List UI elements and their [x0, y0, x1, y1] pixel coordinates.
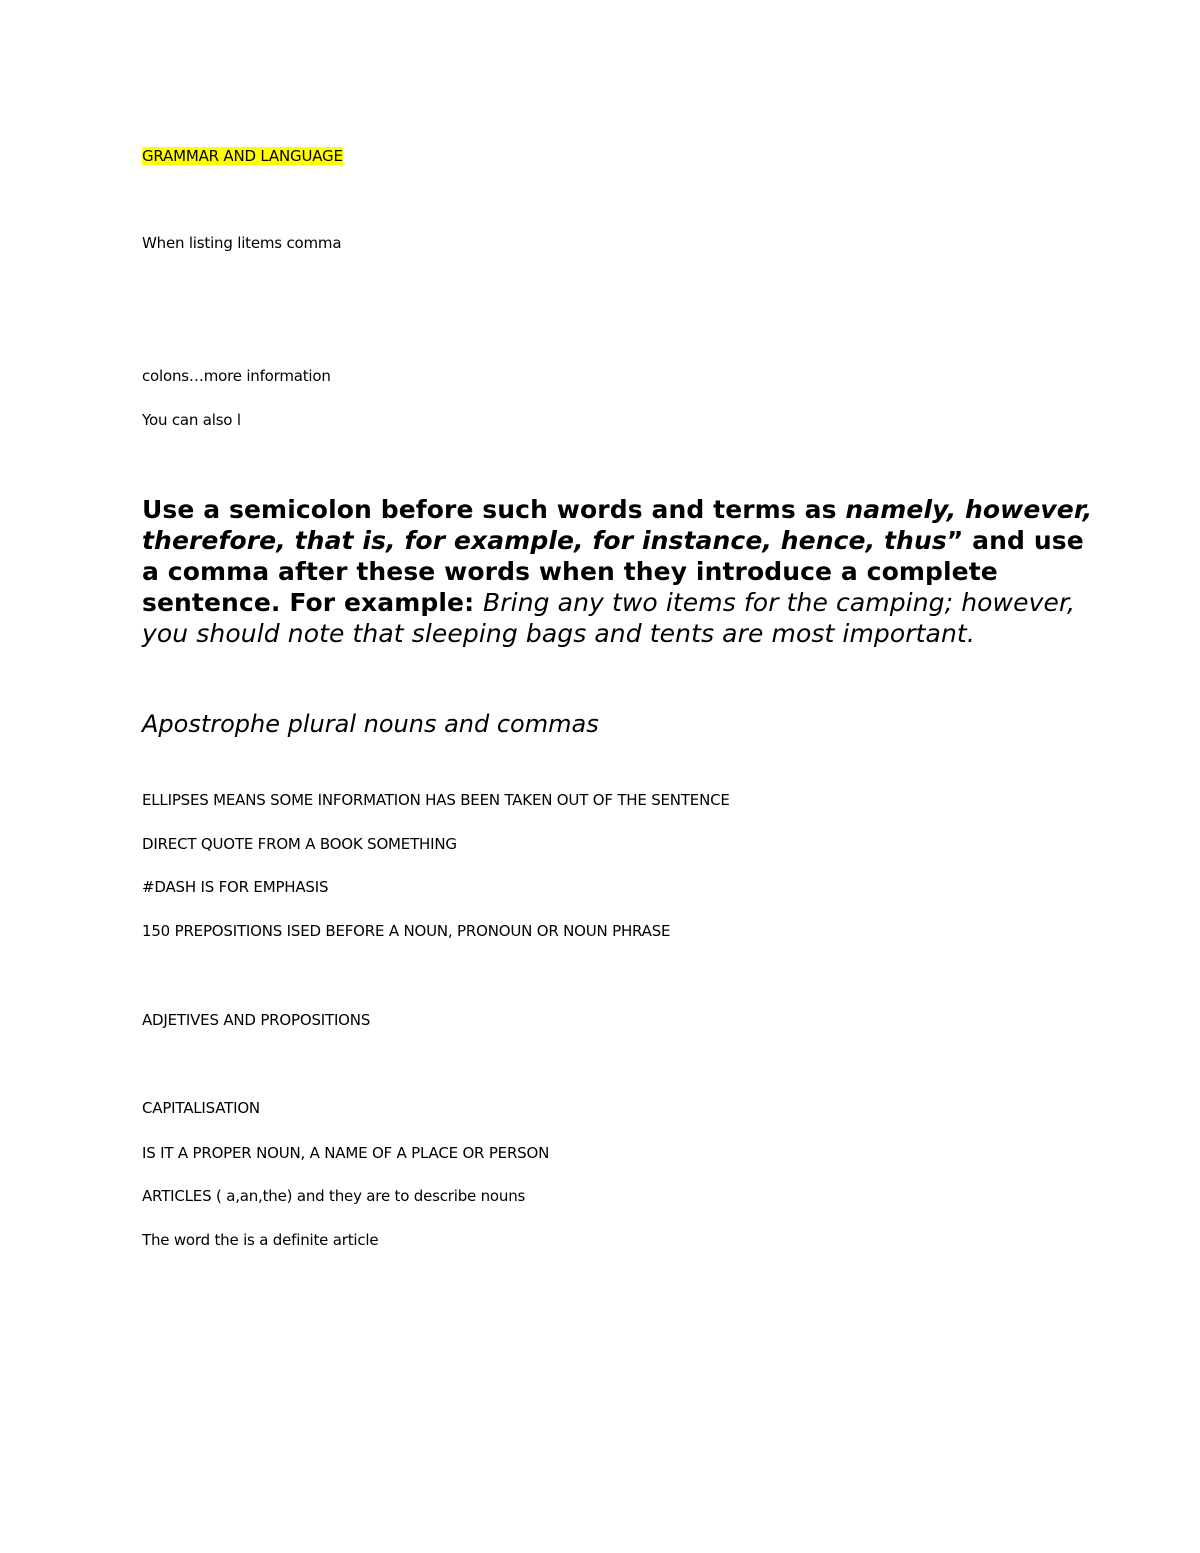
semicolon-paragraph — [142, 494, 1102, 649]
text-line-direct-quote: DIRECT QUOTE FROM A BOOK SOMETHING — [142, 835, 457, 853]
semicolon-paragraph-intro: Use a semicolon before such words and terms as — [142, 495, 846, 524]
text-line-definite: The word the is a definite article — [142, 1231, 379, 1249]
text-line-capitalisation: CAPITALISATION — [142, 1099, 260, 1117]
apostrophe-heading: Apostrophe plural nouns and commas — [142, 710, 599, 738]
text-line-colons: colons…more information — [142, 367, 331, 385]
document-heading — [142, 146, 343, 166]
text-line-listing: When listing litems comma — [142, 234, 342, 252]
text-line-ellipses: ELLIPSES MEANS SOME INFORMATION HAS BEEN TAKEN OUT OF THE SENTENCE — [142, 791, 730, 809]
text-line-adjectives: ADJETIVES AND PROPOSITIONS — [142, 1011, 371, 1029]
text-line-prepositions: 150 PREPOSITIONS ISED BEFORE A NOUN, PRONOUN OR NOUN PHRASE — [142, 922, 671, 940]
highlighted-heading-text: GRAMMAR AND LANGUAGE — [142, 147, 343, 165]
text-line-articles: ARTICLES ( a,an,the) and they are to describe nouns — [142, 1187, 526, 1205]
semicolon-paragraph-terms: namely, however, therefore, that is, for example, for instance, hence, thus — [142, 495, 1093, 555]
semicolon-paragraph-rule: ” and use a comma after these words when they introduce a complete sentence. For example: — [142, 526, 1084, 617]
text-line-dash: #DASH IS FOR EMPHASIS — [142, 878, 329, 896]
text-line-also: You can also l — [142, 411, 241, 429]
semicolon-paragraph-example: Bring any two items for the camping; however, you should note that sleeping bags and tents are most important. — [142, 588, 1076, 648]
text-line-proper-noun: IS IT A PROPER NOUN, A NAME OF A PLACE OR PERSON — [142, 1144, 550, 1162]
